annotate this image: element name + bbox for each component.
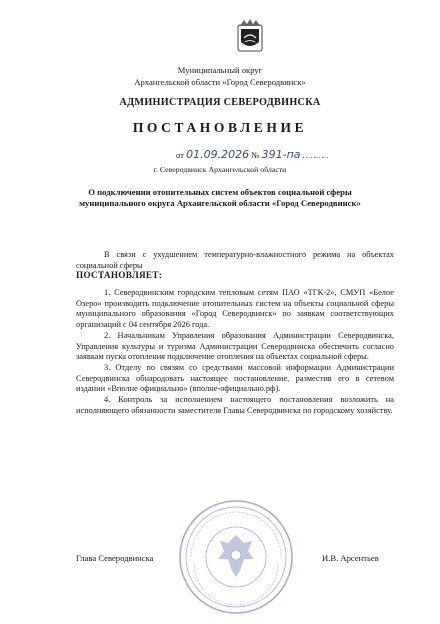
official-seal-icon	[176, 497, 296, 617]
signatory-title: Глава Северодвинска	[76, 553, 154, 563]
document-title: ПОСТАНОВЛЕНИЕ	[132, 120, 308, 135]
city-line: г. Северодвинск Архангельской области	[153, 165, 287, 174]
list-item: 1. Северодвинским городским тепловым сетям ПАО «ТГК-2», СМУП «Белое Озеро» производить подключение отопительных систем на объекты социальной сферы муниципального образования «Город Северодвинск» по заявкам соответствующих организаций с 04 сентября 2026 года.	[76, 288, 394, 330]
number-underline: ..........	[302, 150, 330, 160]
municipality-line-2: Архангельской области «Город Северодвинск»	[134, 77, 306, 87]
administration-name: АДМИНИСТРАЦИЯ СЕВЕРОДВИНСКА	[119, 97, 321, 108]
subject-line-2: муниципального округа Архангельской области «Город Северодвинск»	[79, 198, 361, 208]
list-item: 2. Начальникам Управления образования Администрации Северодвинска, Управления культуры и туризма Администрации Северодвинска обеспечить согласно заявкам пуска отопления подключение отопления на объектах социальной сферы.	[76, 330, 394, 362]
municipality-line-1: Муниципальный округ	[177, 65, 263, 75]
document-date: 01.09.2026	[186, 148, 250, 161]
postanovlyaet-heading: ПОСТАНОВЛЯЕТ:	[76, 270, 163, 280]
signatory-name: И.В. Арсентьев	[322, 553, 379, 563]
subject-line-1: О подключении отопительных систем объектов социальной сферы	[88, 187, 352, 197]
items-list	[76, 288, 394, 416]
document-number: 391-па	[261, 148, 301, 161]
coat-of-arms-icon	[236, 18, 264, 52]
list-item: 4. Контроль за исполнением настоящего постановления возложить на исполняющего обязанности заместителя Главы Северодвинска по городскому хозяйству.	[76, 395, 394, 415]
date-number-line	[176, 148, 329, 161]
list-item: 3. Отделу по связям со средствами массовой информации Администрации Северодвинска обнародовать настоящее постановление, разместив его в сетевом издании «Вполне официально» (вполне-официально.рф).	[76, 362, 394, 394]
date-prefix: от	[176, 150, 184, 160]
number-sign: №	[251, 150, 260, 160]
preamble-text: В связи с ухудшением температурно-влажностного режима на объектах социальной сферы	[76, 250, 394, 270]
